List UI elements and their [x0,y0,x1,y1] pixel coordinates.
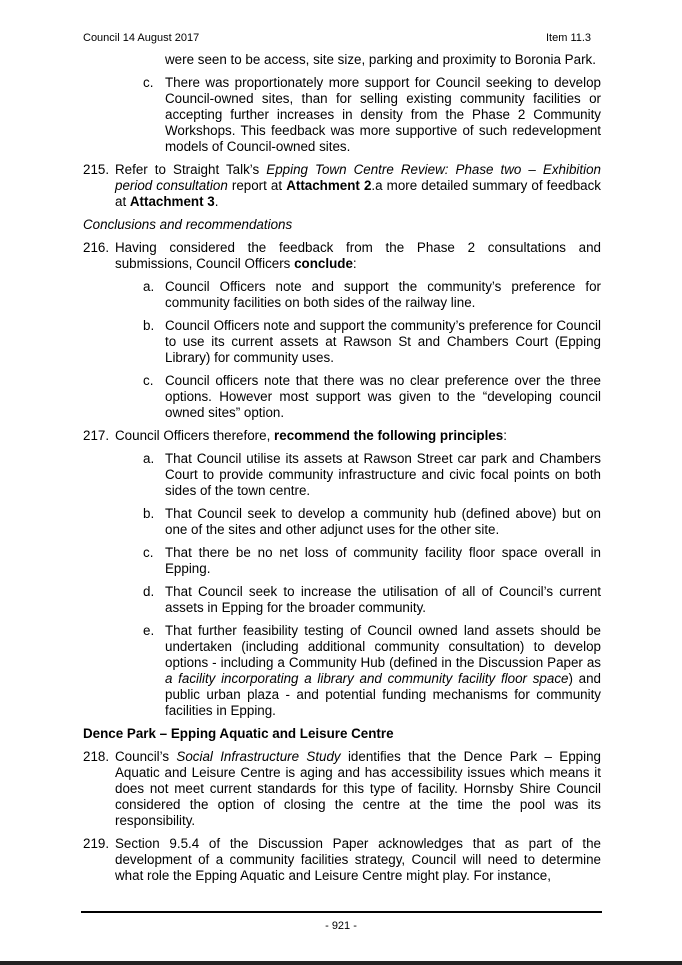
list-item-label: e. [143,623,155,638]
list-item [83,623,601,719]
text-run: : [352,256,357,271]
list-item-label: c. [143,75,154,90]
list-item [83,373,601,421]
list-item [83,75,601,155]
text-run: Refer to Straight Talk’s [115,162,267,177]
text-run: That further feasibility testing of Council owned land assets should be undertaken (including additional community consultation) to develop options - including a Community Hub (defined in the Discussion Paper as [165,623,601,670]
list-item-label: c. [143,545,154,560]
list-item-label: c. [143,373,154,388]
list-item-label: d. [143,584,155,599]
text-run: : [503,428,507,443]
list-item-text: Council Officers note and support the community’s preference for community facilities on both sides of the railway line. [165,279,601,310]
paragraph-number: 217. [83,428,110,443]
paragraph-216 [83,240,601,272]
list-item-label: a. [143,279,155,294]
paragraph-217 [83,428,601,444]
paragraph-219 [83,836,601,884]
list-item-text: That there be no net loss of community facility floor space overall in Epping. [165,545,601,576]
header-meeting-date: Council 14 August 2017 [83,32,200,44]
list-item-label: a. [143,451,155,466]
text-run: Section 9.5.4 of the Discussion Paper acknowledges that as part of the development of a community facilities strategy, Council will need to determine what role the Epping Aquatic and Leisure Centre might play. For instance, [115,836,601,883]
header-item-number: Item 11.3 [546,32,592,44]
list-item-label: b. [143,506,155,521]
list-item-label: b. [143,318,155,333]
list-item [83,279,601,311]
emphasis: conclude [294,256,353,271]
text-run: .a more detailed summary of feedback at [115,178,601,209]
text-run: . [214,194,219,209]
study-title: Social Infrastructure Study [176,749,341,764]
attachment-reference: Attachment 3 [129,194,215,209]
list-item [83,584,601,616]
definition: a facility incorporating a library and community facility floor space [165,671,569,686]
emphasis: recommend the following principles [274,428,504,443]
text-run: Council Officers therefore, [115,428,275,443]
paragraph-215 [83,162,601,210]
text-run: Council’s [115,749,177,764]
list-item [83,451,601,499]
page-number: - 921 - [325,920,357,932]
list-item-text: There was proportionately more support for Council seeking to develop Council-owned sites, than for selling existing community facilities or accepting further increases in density from the Phase 2 Community Workshops. This feedback was more supportive of such redevelopment models of Council-owned sites. [165,75,601,154]
footer-divider [81,911,602,913]
attachment-reference: Attachment 2 [286,178,372,193]
text-run: ) and public urban plaza - and potential funding mechanisms for community facilities in Epping. [165,671,601,718]
paragraph-number: 215. [83,162,110,177]
page-edge [0,961,682,965]
text-run: Having considered the feedback from the Phase 2 consultations and submissions, Council Officers [115,240,601,271]
list-item-text: That Council seek to develop a community hub (defined above) but on one of the sites and other adjunct uses for the other site. [165,506,601,537]
paragraph-number: 216. [83,240,110,255]
list-item-text: Council officers note that there was no clear preference over the three options. However most support was given to the “developing council owned sites” option. [165,373,601,420]
list-item-text: Council Officers note and support the community’s preference for Council to use its current assets at Rawson St and Chambers Court (Epping Library) for community uses. [165,318,601,365]
list-item [83,506,601,538]
paragraph-number: 218. [83,749,110,764]
section-heading: Dence Park – Epping Aquatic and Leisure Centre [83,726,394,741]
text-run: report at [227,178,287,193]
text-run: identifies that the Dence Park – Epping Aquatic and Leisure Centre is aging and has accessibility issues which means it does not meet current standards for this type of facility. Hornsby Shire Council considered the option of closing the centre at the time the pool was its responsibility. [115,749,602,828]
list-item-text: That Council seek to increase the utilisation of all of Council’s current assets in Epping for the broader community. [165,584,601,615]
paragraph-number: 219. [83,836,110,851]
list-item [83,318,601,366]
list-item-text: That Council utilise its assets at Rawson Street car park and Chambers Court to provide community infrastructure and civic focal points on both sides of the town centre. [165,451,601,498]
document-body [83,52,601,891]
paragraph-continuation: were seen to be access, site size, parking and proximity to Boronia Park. [165,52,596,67]
paragraph-218 [83,749,601,829]
list-item [83,545,601,577]
report-title: Epping Town Centre Review: Phase two – Exhibition period consultation [115,162,601,193]
section-title: Conclusions and recommendations [83,217,293,232]
